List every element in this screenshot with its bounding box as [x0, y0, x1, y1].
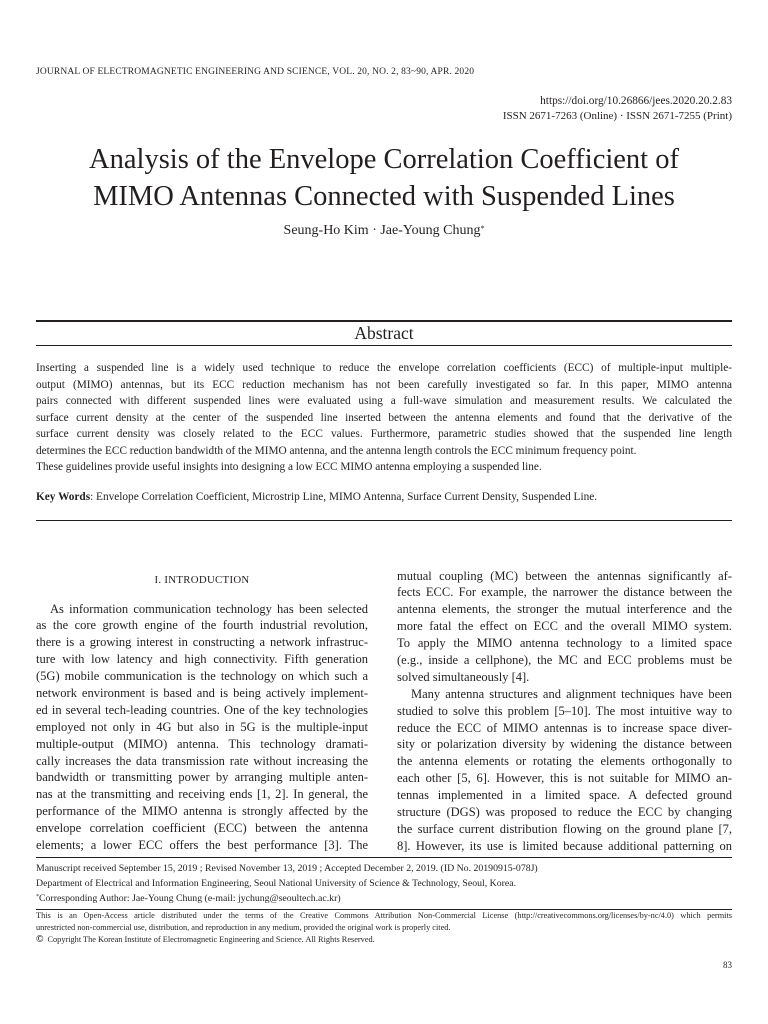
body-text-line: ture with low latency and high connectivity. Fifth generation — [36, 652, 368, 667]
body-text-line: To apply the MIMO antenna technology to a limited space — [397, 636, 732, 651]
abstract-line: surface current density was closely related to the ECC values. Furthermore, parametric studies showed that the suspended line length — [36, 428, 732, 440]
abstract-body — [36, 360, 732, 476]
body-text-line: nas at the transmitting and receiving ends [1, 2]. In general, the — [36, 787, 368, 802]
body-text-line: structure (DGS) was proposed to reduce the ECC by changing — [397, 804, 732, 819]
abstract-line: output (MIMO) antennas, but its ECC reduction mechanism has not been carefully investigated so far. In this paper, MIMO antenna — [36, 378, 732, 391]
title-line: Analysis of the Envelope Correlation Coefficient of — [89, 144, 679, 175]
author-names: Seung-Ho Kim · Jae-Young Chung — [283, 223, 481, 238]
body-text-line: cally increases the data transmission rate without increasing the — [36, 753, 368, 768]
body-text-line: as the core growth engine of the fourth industrial revolution, — [36, 618, 368, 633]
body-text-line: there is a growing interest in constructing a network infrastruc- — [36, 635, 368, 650]
issn-text: ISSN 2671-7263 (Online) · ISSN 2671-7255 (Print) — [502, 110, 732, 122]
corresponding-author-mark: * — [36, 893, 39, 900]
body-text-line: tennas implemented in a limited space. A defected ground — [397, 788, 732, 803]
body-text-line: the antenna elements or rotating the elements orthogonally to — [397, 754, 732, 769]
page-number: 83 — [723, 960, 732, 970]
journal-header: JOURNAL OF ELECTROMAGNETIC ENGINEERING AND SCIENCE, VOL. 20, NO. 2, 83~90, APR. 2020 — [36, 67, 475, 77]
body-text-line: reduce the ECC of MIMO antennas is to increase space diver- — [397, 720, 732, 735]
license-notice — [36, 910, 732, 946]
body-text-line: (5G) mobile communication is the technology on which such a — [36, 669, 368, 684]
author-affiliation: Department of Electrical and Information Engineering, Seoul National University of Science & Technology, Seoul, Korea. — [36, 877, 517, 889]
body-text-line: solved simultaneously [4]. — [397, 669, 530, 684]
body-text-line: employed not only in 4G but also in 5G is the multiple-input — [36, 719, 368, 734]
abstract-line: pairs connected with different suspended lines were evaluated using a full-wave simulation and measurement results. We calculated the — [36, 395, 732, 407]
body-text-line: each other [5, 6]. However, this is not suitable for MIMO an- — [397, 771, 732, 786]
title-line: MIMO Antennas Connected with Suspended Lines — [93, 181, 675, 212]
body-text-line: fects ECC. For example, the narrower the distance between the — [397, 585, 732, 600]
body-text-line: Many antenna structures and alignment techniques have been — [411, 686, 732, 701]
body-text-line: performance of the MIMO antenna is strongly affected by the — [36, 804, 368, 819]
body-text-line: the surface current distribution flowing on the ground plane [7, — [397, 821, 732, 836]
right-column — [397, 568, 732, 855]
copyright-icon: © — [36, 934, 44, 945]
paper-title — [36, 141, 732, 215]
body-text-line: more fatal the effect on ECC and the overall MIMO system. — [397, 619, 732, 634]
abstract-line: These guidelines provide useful insights into designing a low ECC MIMO antenna employing a suspended line. — [36, 461, 542, 473]
doi-issn-block — [36, 94, 732, 124]
body-text-line: envelope correlation coefficient (ECC) between the antenna — [36, 821, 368, 836]
left-column — [36, 601, 368, 854]
author-list — [36, 222, 732, 240]
copyright-line — [36, 934, 732, 946]
body-text-line: studied to solve this problem [5–10]. The most intuitive way to — [397, 703, 732, 718]
rule-below-abstract-heading — [36, 345, 732, 346]
abstract-line: determines the ECC reduction bandwidth of the MIMO antenna, and the antenna length controls the ECC minimum frequency point. — [36, 444, 637, 457]
abstract-line: surface current density at the center of the suspended line inserted between the antenna elements and found that the derivative of the — [36, 411, 732, 424]
body-text-line: elements; a lower ECC offers the best performance [3]. The — [36, 837, 368, 852]
body-text-line: network environment is based and is being actively implement- — [36, 685, 368, 700]
body-text-line: mutual coupling (MC) between the antennas significantly af- — [397, 568, 732, 583]
body-text-line: (e.g., inside a cellphone), the MC and ECC problems must be — [397, 652, 732, 667]
rule-above-footnotes — [36, 857, 732, 858]
license-line: This is an Open-Access article distributed under the terms of the Creative Commons Attribution Non-Commercial License (http://creativecommons.org/licenses/by-nc/4.0) which permits — [36, 911, 732, 920]
body-text-line: 8]. However, its use is limited because additional patterning on — [397, 838, 732, 853]
manuscript-dates: Manuscript received September 15, 2019 ; Revised November 13, 2019 ; Accepted December 2, 2019. (ID No. 20190915-078J) — [36, 862, 538, 874]
copyright-text: Copyright The Korean Institute of Electromagnetic Engineering and Science. All Rights Reserved. — [47, 935, 375, 944]
corresponding-author-note — [36, 891, 732, 906]
keywords-text: : Envelope Correlation Coefficient, Microstrip Line, MIMO Antenna, Surface Current Density, Suspended Line. — [90, 491, 598, 503]
keywords-label: Key Words — [36, 491, 91, 503]
body-text-line: multiple-output (MIMO) antenna. This technology dramati- — [36, 736, 368, 751]
body-text-line: ed in several tech-leading countries. One of the key technologies — [36, 702, 368, 717]
footnotes — [36, 861, 732, 906]
corresponding-author-mark: * — [480, 224, 485, 233]
abstract-heading: Abstract — [354, 323, 414, 343]
body-text-line: antenna elements, the stronger the mutual interference and the — [397, 602, 732, 617]
keywords — [36, 489, 732, 505]
corresponding-author-text: Corresponding Author: Jae-Young Chung (e-mail: jychung@seoultech.ac.kr) — [39, 892, 341, 904]
section-heading-introduction: I. INTRODUCTION — [154, 574, 250, 586]
body-text-line: bandwidth or transmitting power by arranging multiple anten- — [36, 770, 368, 785]
body-text-line: sity or polarization diversity by widening the distance between — [397, 737, 732, 752]
rule-below-keywords — [36, 520, 732, 521]
doi-link[interactable]: https://doi.org/10.26866/jees.2020.20.2.83 — [540, 95, 732, 107]
body-text-line: As information communication technology has been selected — [50, 601, 368, 616]
abstract-line: Inserting a suspended line is a widely used technique to reduce the envelope correlation coefficients (ECC) of multiple-input multiple- — [36, 362, 732, 374]
license-line: unrestricted non-commercial use, distribution, and reproduction in any medium, provided the original work is properly cited. — [36, 923, 451, 932]
